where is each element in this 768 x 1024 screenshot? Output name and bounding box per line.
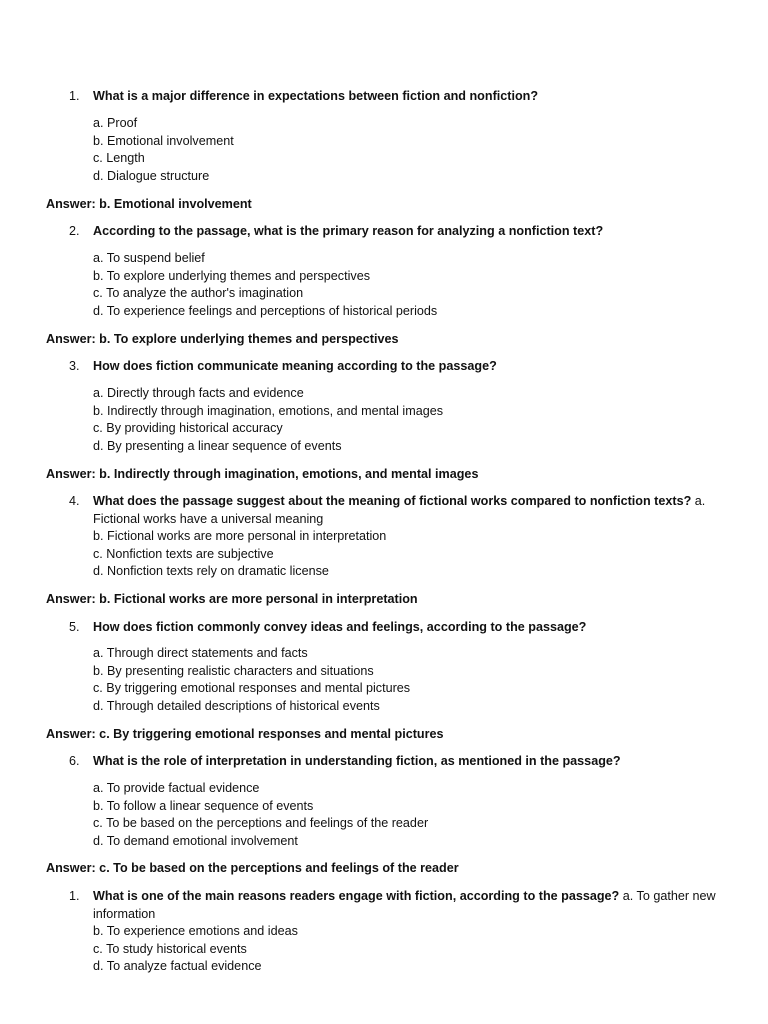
question [69, 223, 723, 241]
option: a. Proof [93, 116, 138, 130]
option: d. Dialogue structure [93, 168, 210, 183]
options-list [93, 115, 723, 185]
option: c. To be based on the perceptions and feelings of the reader [93, 816, 429, 831]
answer-line: Answer: c. By triggering emotional responses and mental pictures [46, 727, 444, 741]
option: b. To experience emotions and ideas [93, 924, 298, 938]
question-text: What does the passage suggest about the meaning of fictional works compared to nonfiction texts? [93, 494, 692, 508]
option: c. Nonfiction texts are subjective [93, 546, 274, 561]
option: d. Nonfiction texts rely on dramatic license [93, 564, 329, 579]
options-list [93, 385, 723, 455]
option: b. To explore underlying themes and perspectives [93, 268, 370, 283]
answer-line: Answer: c. To be based on the perceptions and feelings of the reader [46, 861, 459, 875]
question-text: According to the passage, what is the primary reason for analyzing a nonfiction text? [93, 224, 604, 238]
options-list [93, 528, 723, 581]
option: a. To suspend belief [93, 251, 205, 265]
option: a. Fictional works have a universal meaning [93, 494, 706, 526]
question-text: How does fiction commonly convey ideas and feelings, according to the passage? [93, 620, 587, 634]
option: b. By presenting realistic characters and situations [93, 663, 374, 678]
question [69, 358, 723, 376]
question-number: 1. [69, 889, 80, 903]
options-list [93, 923, 723, 976]
option: b. Indirectly through imagination, emotions, and mental images [93, 403, 444, 418]
question-text: How does fiction communicate meaning according to the passage? [93, 359, 497, 373]
question-number: 3. [69, 359, 80, 373]
option: a. Directly through facts and evidence [93, 386, 304, 400]
option: d. To experience feelings and perceptions of historical periods [93, 303, 438, 318]
option: a. Through direct statements and facts [93, 646, 308, 660]
option: d. To demand emotional involvement [93, 833, 298, 848]
answer-line: Answer: b. To explore underlying themes and perspectives [46, 332, 399, 346]
question [69, 493, 723, 528]
option: c. By triggering emotional responses and mental pictures [93, 681, 411, 696]
option: c. To study historical events [93, 941, 247, 956]
question [69, 88, 723, 106]
question [69, 888, 723, 923]
option: d. To analyze factual evidence [93, 959, 262, 974]
question-number: 4. [69, 494, 80, 508]
options-list [93, 250, 723, 320]
question-text: What is a major difference in expectations between fiction and nonfiction? [93, 89, 539, 103]
option: d. Through detailed descriptions of historical events [93, 698, 380, 713]
option: a. To provide factual evidence [93, 781, 260, 795]
question-number: 1. [69, 89, 80, 103]
question [69, 619, 723, 637]
option: b. Fictional works are more personal in interpretation [93, 529, 387, 543]
options-list [93, 780, 723, 850]
option: c. To analyze the author's imagination [93, 286, 304, 301]
option: c. Length [93, 151, 145, 166]
answer-line: Answer: b. Indirectly through imagination, emotions, and mental images [46, 467, 479, 481]
option: c. By providing historical accuracy [93, 421, 283, 436]
question-number: 6. [69, 754, 80, 768]
answer-line: Answer: b. Emotional involvement [46, 197, 252, 211]
option: a. To gather new information [93, 889, 716, 921]
question-text: What is one of the main reasons readers engage with fiction, according to the passage? [93, 889, 620, 903]
question-text: What is the role of interpretation in understanding fiction, as mentioned in the passage? [93, 754, 621, 768]
options-list [93, 645, 723, 715]
option: d. By presenting a linear sequence of events [93, 438, 342, 453]
option: b. Emotional involvement [93, 133, 234, 148]
question-number: 5. [69, 620, 80, 634]
question-number: 2. [69, 224, 80, 238]
option: b. To follow a linear sequence of events [93, 798, 314, 813]
answer-line: Answer: b. Fictional works are more personal in interpretation [46, 592, 418, 606]
question [69, 753, 723, 771]
